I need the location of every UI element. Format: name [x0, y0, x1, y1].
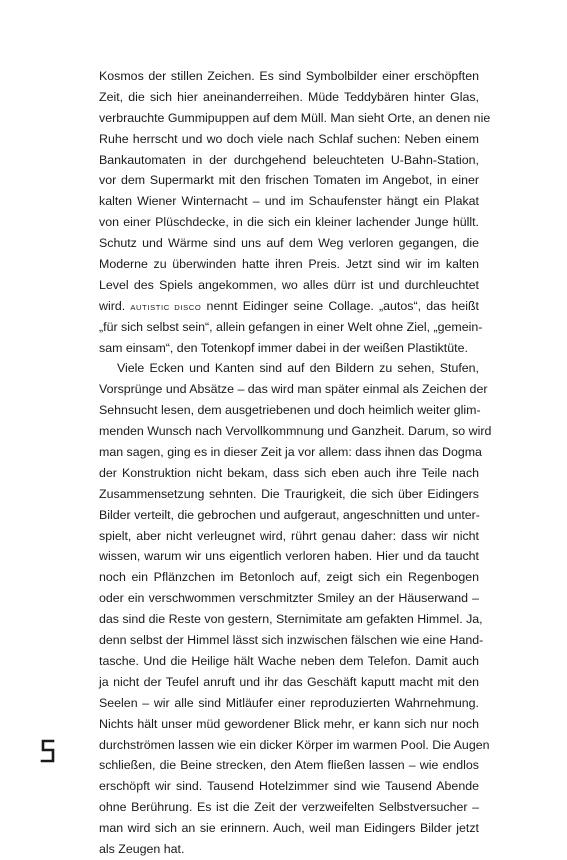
text-line: als Zeugen hat.: [99, 841, 185, 856]
text-line: „für sich selbst sein“, allein gefangen in einer Welt ohne Ziel, „gemein-: [99, 319, 483, 334]
text-line: vor dem Supermarkt mit den frischen Tomaten im Angebot, in einer: [99, 173, 479, 188]
text-line: oder ein verschwommen verschmitzter Smiley an der Häuserwand –: [99, 591, 479, 606]
text-line: tasche. Und die Heilige hält Wache neben dem Telefon. Damit auch: [99, 653, 479, 668]
text-line: menden Wunsch nach Vervollkommnung und Ganzheit. Darum, so wird: [99, 424, 492, 439]
page-number: [38, 738, 58, 764]
text-run: wird.: [99, 298, 131, 313]
artwork-title: AUTISTIC DISCO: [130, 302, 202, 312]
text-line: spielt, aber nicht verleugnet wird, rührt genau daher: dass wir nicht: [99, 528, 479, 543]
paragraph-start-line: Viele Ecken und Kanten sind auf den Bildern zu sehen, Stufen,: [117, 361, 479, 376]
text-line: Level des Spiels angekommen, wo alles dürr ist und durchleuchtet: [99, 277, 479, 292]
text-line: man sagen, ging es in dieser Zeit ja vor allem: dass ihnen das Dogma: [99, 445, 482, 460]
text-line: [99, 296, 479, 317]
text-line: kalten Wiener Winternacht – und im Schaufenster hängt ein Plakat: [99, 194, 479, 209]
text-line: von einer Plüschdecke, in die sich ein kleiner lachender Junge hüllt.: [99, 215, 479, 230]
text-line: ohne Berührung. Es ist die Zeit der verzweifelten Selbstversucher –: [99, 800, 479, 815]
text-line: Bankautomaten in der durchgehend beleuchteten U-Bahn-Station,: [99, 152, 479, 167]
text-line: wissen, warum wir uns eigentlich verloren haben. Hier und da taucht: [99, 549, 479, 564]
text-line: Moderne zu überwinden hatte ihren Preis. Jetzt sind wir im kalten: [99, 257, 479, 272]
body-text: [99, 66, 492, 860]
text-run: nennt Eidinger seine Collage. „autos“, das heißt: [201, 298, 479, 313]
text-line: sam einsam“, den Totenkopf immer dabei in der weißen Plastiktüte.: [99, 340, 468, 355]
text-line: schließen, die Beine strecken, den Atem fließen lassen – wie endlos: [99, 758, 479, 773]
text-line: Bilder verteilt, die gebrochen und aufgeraut, angeschnitten und unter-: [99, 507, 480, 522]
text-line: durchströmen lassen wie ein dicker Körper im warmen Pool. Die Augen: [99, 737, 490, 752]
text-line: der Konstruktion nicht bekam, dass sich eben auch ihre Teile nach: [99, 465, 479, 480]
text-line: Schutz und Wärme sind uns auf dem Weg verloren gegangen, die: [99, 236, 479, 251]
text-line: Seelen – wir alle sind Mitläufer einer reproduzierten Wahrnehmung.: [99, 695, 479, 710]
text-line: Ruhe herrscht und wo doch viele nach Schlaf suchen: Neben einem: [99, 131, 479, 146]
text-line: Nichts hält unser müd gewordener Blick mehr, er kann sich nur noch: [99, 716, 479, 731]
text-line: Vorsprünge und Absätze – das wird man später einmal als Zeichen der: [99, 382, 488, 397]
text-line: Sehnsucht lesen, dem ausgetriebenen und doch heimlich weiter glim-: [99, 403, 481, 418]
text-line: noch ein Pflänzchen im Betonloch auf, zeigt sich ein Regenbogen: [99, 570, 479, 585]
text-line: Kosmos der stillen Zeichen. Es sind Symbolbilder einer erschöpften: [99, 69, 479, 83]
page-number-glyph: [38, 738, 58, 764]
text-line: man wird sich an sie erinnern. Auch, weil man Eidingers Bilder jetzt: [99, 821, 479, 836]
text-line: ja nicht der Teufel anruft und ihr das Geschäft kaputt macht mit den: [99, 674, 479, 689]
text-line: erschöpft wir sind. Tausend Hotelzimmer sind wie Tausend Abende: [99, 779, 479, 794]
text-line: denn selbst der Himmel lässt sich inzwischen fälschen wie eine Hand-: [99, 633, 484, 648]
text-line: Zeit, die sich hier aneinanderreihen. Müde Teddybären hinter Glas,: [99, 89, 479, 104]
text-line: verbrauchte Gummipuppen auf dem Müll. Man sieht Orte, an denen nie: [99, 110, 491, 125]
text-line: das sind die Reste von gestern, Sternimitate am gefakten Himmel. Ja,: [99, 612, 483, 627]
text-line: Zusammensetzung sehnten. Die Traurigkeit, die sich über Eidingers: [99, 486, 479, 501]
